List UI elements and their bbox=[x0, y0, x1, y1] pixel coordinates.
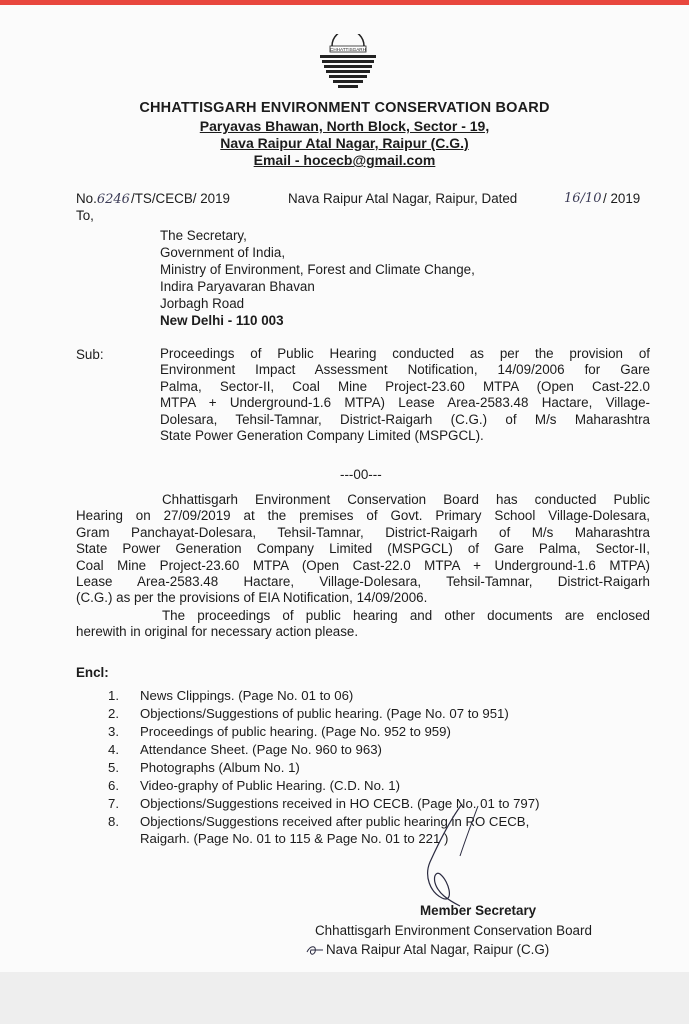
recipient-line: The Secretary, bbox=[160, 228, 247, 243]
handwritten-ref-no: 6246 bbox=[96, 192, 130, 207]
org-name: CHHATTISGARH ENVIRONMENT CONSERVATION BOARD bbox=[139, 100, 550, 116]
email-address: Email - hocecb@gmail.com bbox=[253, 152, 436, 168]
enclosures-label: Encl: bbox=[76, 665, 109, 680]
recipient-city: New Delhi - 110 003 bbox=[160, 313, 284, 328]
separator: ---00--- bbox=[340, 467, 382, 482]
logo-text: CHHATTISGARH bbox=[330, 47, 366, 52]
signatory-org: Chhattisgarh Environment Conservation Board bbox=[315, 923, 592, 938]
reference-code: /TS/CECB/ 2019 bbox=[131, 191, 230, 206]
bottom-margin bbox=[0, 972, 689, 1024]
to-label: To, bbox=[76, 208, 94, 223]
body-paragraph-1: Chhattisgarh Environment Conservation Board has conducted Public Hearing on 27/09/2019 at the premises of Govt. Primary School Village-Dolesara, Gram Panchayat-Dolesara, Tehsil-Tamnar, District-Raigarh of M/s Maharashtra State Power Generation Company Limited (MSPGCL) of Gare Palma, Sector-II, Coal Mine Project-23.60 MTPA (Open Cast-22.0 MTPA + Underground-1.6 MTPA) Lease Area-2583.48 Hactare, Village-Dolesara, Tehsil-Tamnar, District-Raigarh (C.G.) as per the provisions of EIA Notification, 14/09/2006. bbox=[76, 492, 650, 606]
handwritten-date: 16/10 bbox=[564, 191, 602, 206]
address-line-1: Paryavas Bhawan, North Block, Sector - 19, bbox=[199, 118, 490, 134]
signatory-designation: Member Secretary bbox=[420, 903, 537, 918]
date-year: / 2019 bbox=[603, 191, 641, 206]
place-dated: Nava Raipur Atal Nagar, Raipur, Dated bbox=[288, 191, 518, 206]
subject-label: Sub: bbox=[76, 347, 104, 362]
recipient-line: Indira Paryavaran Bhavan bbox=[160, 279, 315, 294]
signature-flourish bbox=[305, 942, 325, 958]
signatory-place: Nava Raipur Atal Nagar, Raipur (C.G) bbox=[326, 942, 550, 957]
recipient-line: Jorbagh Road bbox=[160, 296, 245, 311]
recipient-line: Ministry of Environment, Forest and Climate Change, bbox=[160, 262, 475, 277]
body-paragraph-2: The proceedings of public hearing and other documents are enclosed herewith in original for necessary action please. bbox=[76, 608, 650, 640]
reference-no-label: No.6246 bbox=[76, 191, 130, 207]
recipient-line: Government of India, bbox=[160, 245, 286, 260]
address-line-2: Nava Raipur Atal Nagar, Raipur (C.G.) bbox=[220, 135, 469, 151]
cecb-logo-icon bbox=[316, 34, 380, 94]
subject-text: Proceedings of Public Hearing conducted as per the provision of Environment Impact Assessment Notification, 14/09/2006 for Gare Palma, Sector-II, Coal Mine Project-23.60 MTPA (Open Cast-22.0 MTPA + Underground-1.6 MTPA) Lease Area-2583.48 Hactare, Village- Dolesara, Tehsil-Tamnar, District-Raigarh (C.G.) of M/s Maharashtra State Power Generation Company Limited (MSPGCL). bbox=[160, 346, 650, 444]
